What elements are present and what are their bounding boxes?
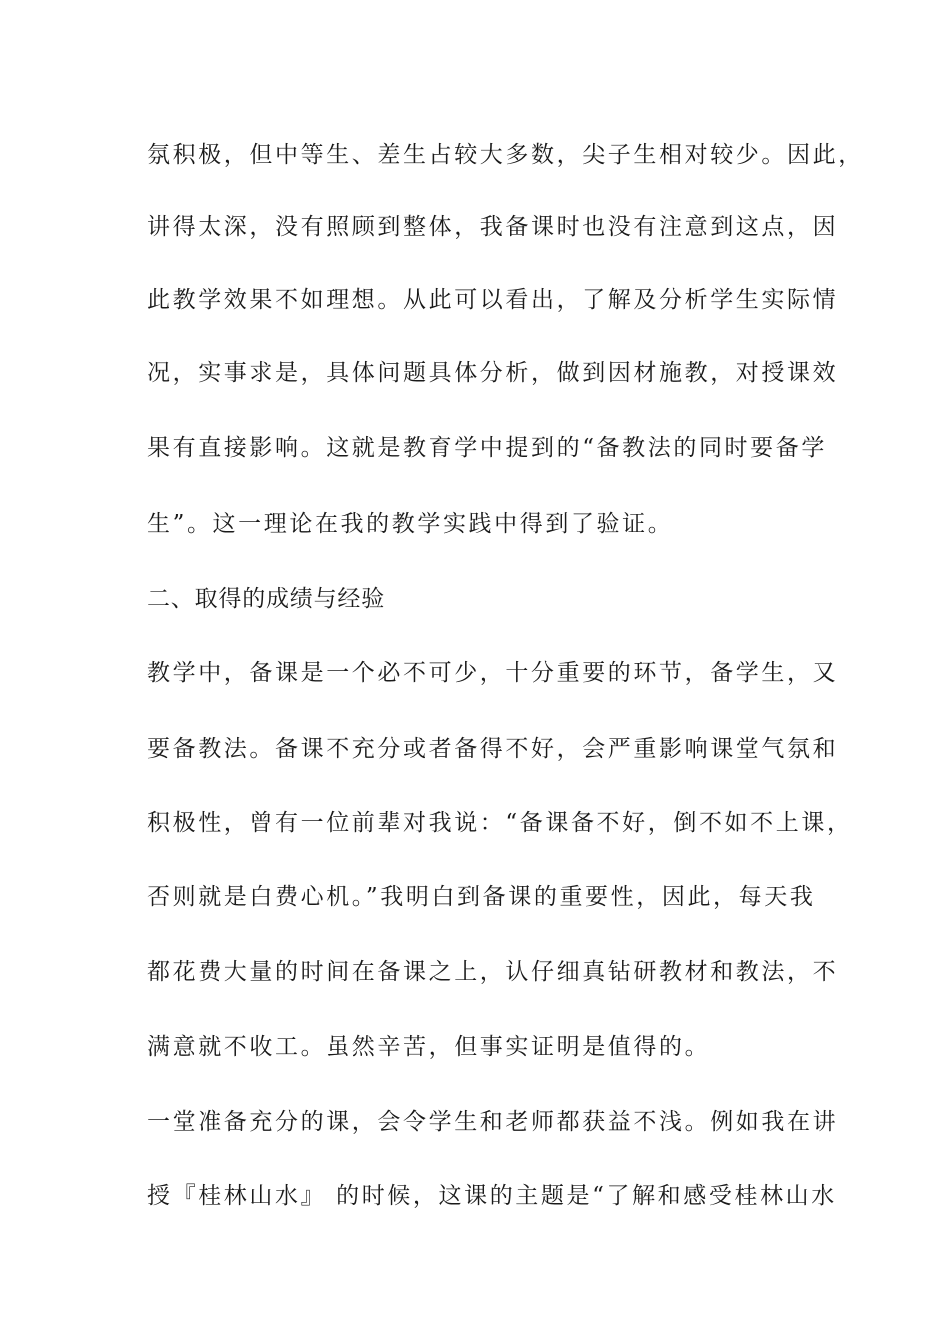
text-line: 生”。这一理论在我的教学实践中得到了验证。	[147, 511, 674, 537]
text-line: 积极性，曾有一位前辈对我说：“备课备不好，倒不如不上课，	[147, 810, 853, 836]
text-line: 况，实事求是，具体问题具体分析，做到因材施教，对授课效	[147, 360, 839, 386]
section-heading: 二、取得的成绩与经验	[147, 586, 385, 612]
text-line: 氛积极，但中等生、差生占较大多数，尖子生相对较少。因此，	[147, 142, 864, 168]
text-line: 此教学效果不如理想。从此可以看出，了解及分析学生实际情	[147, 287, 839, 313]
text-line: 授『桂林山水』 的时候，这课的主题是“了解和感受桂林山水	[147, 1183, 837, 1209]
text-line: 果有直接影响。这就是教育学中提到的“备教法的同时要备学	[147, 435, 827, 461]
text-line: 教学中，备课是一个必不可少，十分重要的环节，备学生，又	[147, 660, 839, 686]
text-line: 讲得太深，没有照顾到整体，我备课时也没有注意到这点，因	[147, 214, 839, 240]
text-line: 都花费大量的时间在备课之上，认仔细真钻研教材和教法，不	[147, 959, 839, 985]
text-line: 一堂准备充分的课，会令学生和老师都获益不浅。例如我在讲	[147, 1109, 839, 1135]
text-line: 要备教法。备课不充分或者备得不好，会严重影响课堂气氛和	[147, 736, 839, 762]
text-line: 满意就不收工。虽然辛苦，但事实证明是值得的。	[147, 1034, 711, 1060]
text-line: 否则就是白费心机。”我明白到备课的重要性，因此，每天我	[147, 884, 816, 910]
